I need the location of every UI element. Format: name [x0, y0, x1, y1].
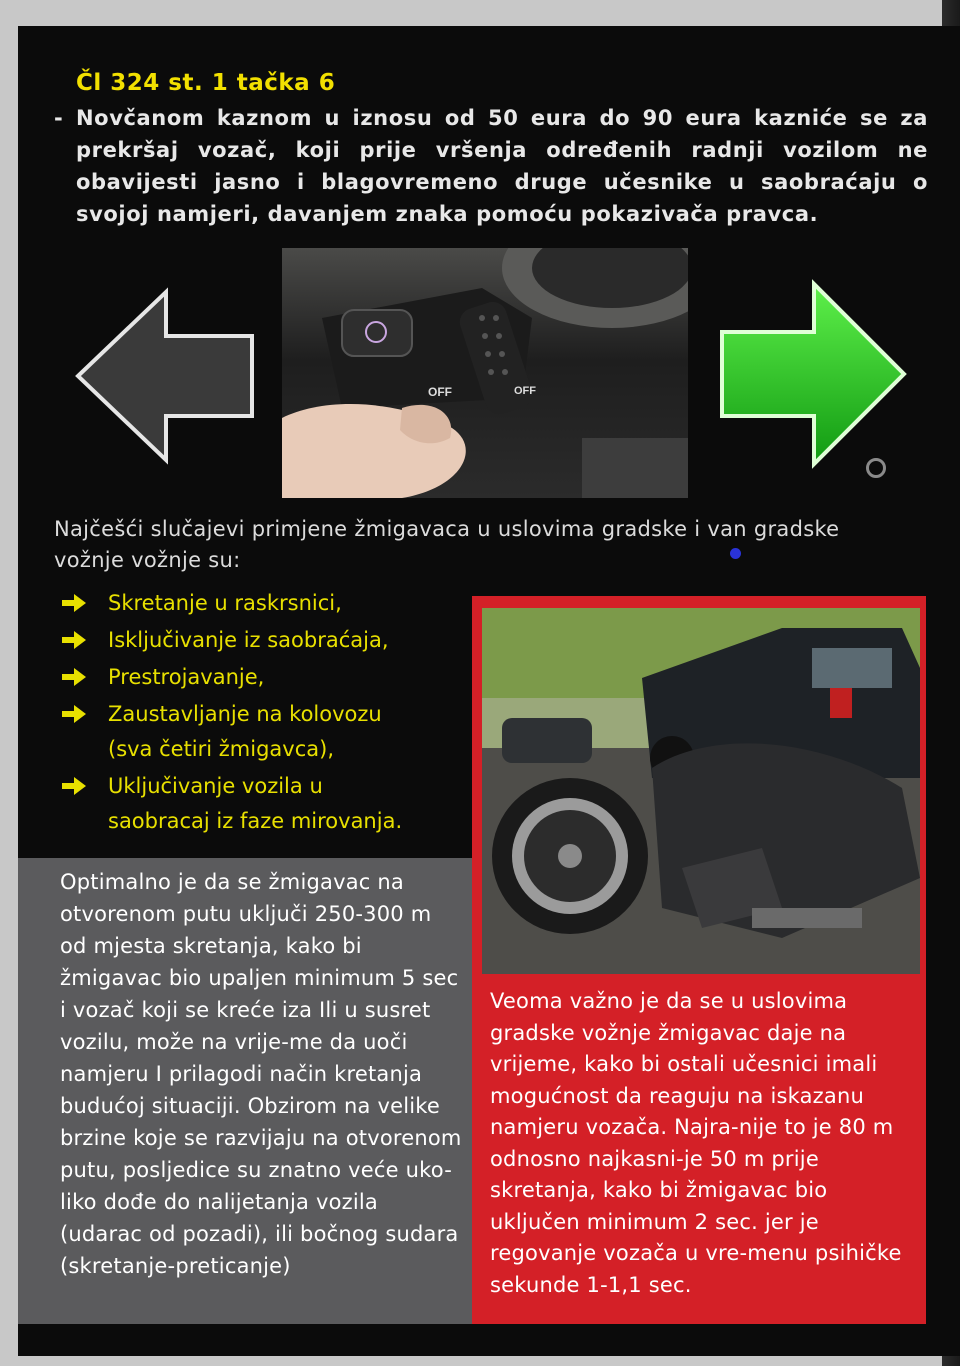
red-box-text: Veoma važno je da se u uslovima gradske vožnje žmigavac daje na vrijeme, kako bi ostali učesnici imali mogućnost da reaguju na iskazanu namjeru vozača. Najra-nije to je 80 m odnosno najkasni-je 50 m prije skretanja, kako bi žmigavac bio uključen minimum 2 sec. jer je regovanje vozača u vre-menu psihičke sekunde 1-1,1 sec.	[490, 989, 902, 1297]
list-item-text: Uključivanje vozila u	[108, 774, 323, 798]
list-item	[62, 623, 482, 658]
arrow-bullet-icon	[62, 705, 86, 723]
grey-info-box	[18, 858, 472, 1324]
accident-illustration	[482, 608, 920, 974]
list-item-text: Zaustavljanje na kolovozu	[108, 702, 382, 726]
list-item	[62, 769, 482, 839]
common-cases-text: Najčešći slučajevi primjene žmigavaca u uslovima gradske i van gradske vožnje vožnje su:	[54, 517, 840, 572]
ring-dot-icon	[866, 458, 886, 478]
list-item-text-line2: saobracaj iz faze mirovanja.	[108, 809, 403, 833]
intro-paragraph	[54, 102, 928, 230]
list-item-text: Prestrojavanje,	[108, 665, 265, 689]
cases-list	[62, 586, 482, 841]
list-item	[62, 586, 482, 621]
article-heading: Čl 324 st. 1 tačka 6	[76, 70, 336, 96]
list-item-text: Skretanje u raskrsnici,	[108, 591, 342, 615]
intro-dash: -	[54, 106, 64, 130]
stalk-illustration	[282, 248, 688, 498]
off-label-1: OFF	[428, 385, 452, 399]
arrow-bullet-icon	[62, 631, 86, 649]
arrow-bullet-icon	[62, 594, 86, 612]
document-page	[18, 26, 960, 1356]
off-label-2: OFF	[514, 385, 536, 397]
arrow-bullet-icon	[62, 668, 86, 686]
bottom-strip	[18, 1324, 960, 1356]
list-item-text-line2: (sva četiri žmigavca),	[108, 737, 335, 761]
list-item	[62, 697, 482, 767]
right-arrow-icon	[716, 276, 908, 472]
turn-signal-stalk-photo	[282, 248, 688, 498]
scooter-accident-photo	[482, 608, 920, 974]
arrow-bullet-icon	[62, 777, 86, 795]
intro-text: Novčanom kaznom u iznosu od 50 eura do 90 eura kazniće se za prekršaj vozač, koji prije vršenja određenih radnji vozilom ne obavijesti jasno i blagovremeno druge učesnike u saobraćaju o svojoj namjeri, davanjem znaka pomoću pokazivača pravca.	[76, 106, 928, 226]
list-item	[62, 660, 482, 695]
red-info-box	[472, 596, 926, 1324]
grey-box-text: Optimalno je da se žmigavac na otvorenom putu uključi 250-300 m od mjesta skretanja, kako bi žmigavac bio upaljen minimum 5 sec i vozač koji se kreće iza Ili u susret vozilu, može na vrije-me da uoči namjeru I prilagodi način kretanja budućoj situaciji. Obzirom na velike brzine koje se razvijaju na otvorenom putu, posljedice su znatno veće uko-liko dođe do nalijetanja vozila (udarac od pozadi), ili bočnog sudara (skretanje-preticanje)	[60, 870, 462, 1278]
list-item-text: Isključivanje iz saobraćaja,	[108, 628, 389, 652]
left-arrow-icon	[74, 284, 258, 468]
